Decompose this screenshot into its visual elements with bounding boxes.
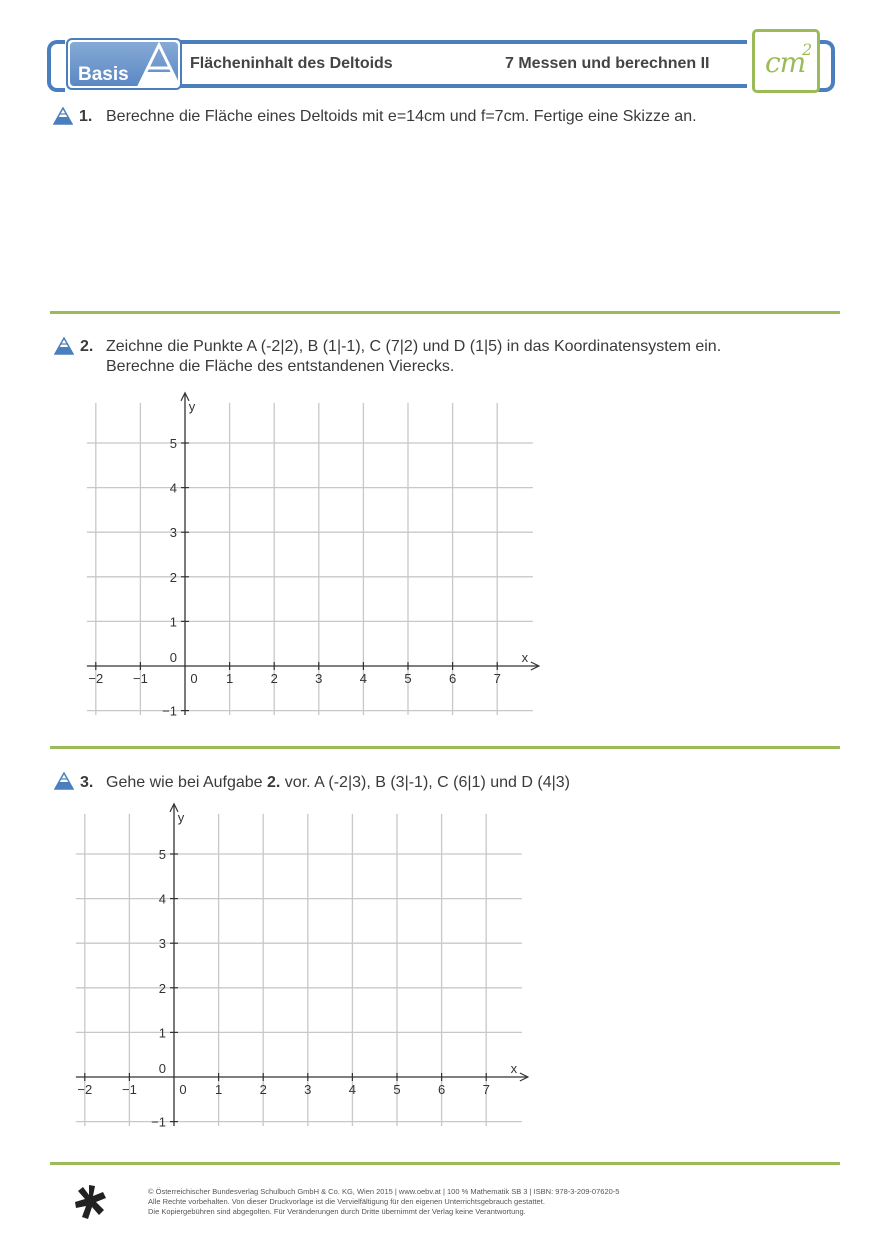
footer-line-3: Die Kopiergebühren sind abgegolten. Für Veränderungen durch Dritte übernimmt der Verlag keine Verantwortung. — [148, 1207, 526, 1216]
y-axis-label: y — [188, 398, 196, 414]
footer-line-1: © Österreichischer Bundesverlag Schulbuch GmbH & Co. KG, Wien 2015 | www.oebv.at | 100 % Mathematik SB 3 | ISBN: 978-3-209-07620-5 — [148, 1187, 620, 1196]
y-tick-label: 2 — [158, 980, 166, 996]
y-tick-label: −1 — [162, 703, 177, 719]
x-tick-label: 4 — [348, 1082, 357, 1097]
footer-line-2: Alle Rechte vorbehalten. Von dieser Druckvorlage ist die Vervielfältigung für den eigenen Unterrichtsgebrauch gestattet. — [148, 1197, 545, 1206]
x-axis-label: x — [510, 1061, 518, 1076]
x-tick-label: 4 — [359, 671, 368, 686]
x-tick-label: −2 — [88, 671, 104, 686]
y-tick-label: 5 — [158, 847, 166, 862]
x-tick-label: −2 — [77, 1082, 93, 1097]
page-title: Flächeninhalt des Deltoids — [190, 55, 393, 72]
x-tick-label: 1 — [225, 671, 234, 686]
y-tick-label: 4 — [169, 480, 177, 496]
x-tick-label: −1 — [132, 671, 148, 686]
task-3-prefix: Gehe wie bei Aufgabe — [106, 774, 268, 791]
task-2-line-2: Berechne die Fläche des entstandenen Vierecks. — [106, 358, 455, 375]
y-tick-label: −1 — [151, 1114, 166, 1130]
task-1-number: 1. — [79, 108, 93, 125]
x-tick-label: 3 — [304, 1082, 312, 1097]
task-1-text: Berechne die Fläche eines Deltoids mit e=14cm und f=7cm. Fertige eine Skizze an. — [106, 108, 697, 125]
origin-label: 0 — [158, 1061, 166, 1076]
task-2-line-1: Zeichne die Punkte A (-2|2), B (1|-1), C (7|2) und D (1|5) in das Koordinatensystem ein. — [106, 338, 722, 355]
x-tick-label: 5 — [393, 1082, 401, 1097]
footer-copyright — [148, 1187, 619, 1217]
y-tick-label: 3 — [158, 936, 166, 952]
x-tick-label: 3 — [315, 671, 323, 686]
publisher-logo — [72, 1183, 110, 1223]
x-tick-label: −1 — [121, 1082, 137, 1097]
x-tick-label: 6 — [448, 671, 457, 686]
x-tick-label: 5 — [404, 671, 412, 686]
x-tick-label: 2 — [259, 1082, 267, 1097]
origin-label: 0 — [190, 671, 198, 686]
chapter-title: 7 Messen und berechnen II — [505, 55, 710, 72]
y-tick-label: 1 — [169, 614, 177, 630]
origin-label: 0 — [169, 650, 177, 665]
origin-label: 0 — [179, 1082, 187, 1097]
unit-logo-superscript: 2 — [802, 40, 813, 59]
x-axis-label: x — [521, 650, 529, 665]
section-divider — [50, 1162, 840, 1165]
x-tick-label: 2 — [270, 671, 278, 686]
y-tick-label: 5 — [169, 436, 177, 451]
x-tick-label: 1 — [214, 1082, 223, 1097]
task-3-suffix: vor. A (-2|3), B (3|-1), C (6|1) und D (4|3) — [280, 774, 570, 791]
task-3-number: 3. — [80, 774, 94, 791]
x-tick-label: 6 — [437, 1082, 446, 1097]
y-tick-label: 2 — [169, 569, 177, 585]
task-2-number: 2. — [80, 338, 94, 355]
x-tick-label: 7 — [482, 1082, 490, 1097]
basis-level-label: Basis — [78, 64, 129, 85]
task-3-reference: 2. — [267, 774, 281, 791]
unit-logo-text: cm — [765, 46, 806, 79]
y-tick-label: 3 — [169, 525, 177, 541]
y-axis-label: y — [177, 809, 185, 825]
y-tick-label: 4 — [158, 891, 166, 907]
x-tick-label: 7 — [493, 671, 501, 686]
y-tick-label: 1 — [158, 1025, 166, 1041]
